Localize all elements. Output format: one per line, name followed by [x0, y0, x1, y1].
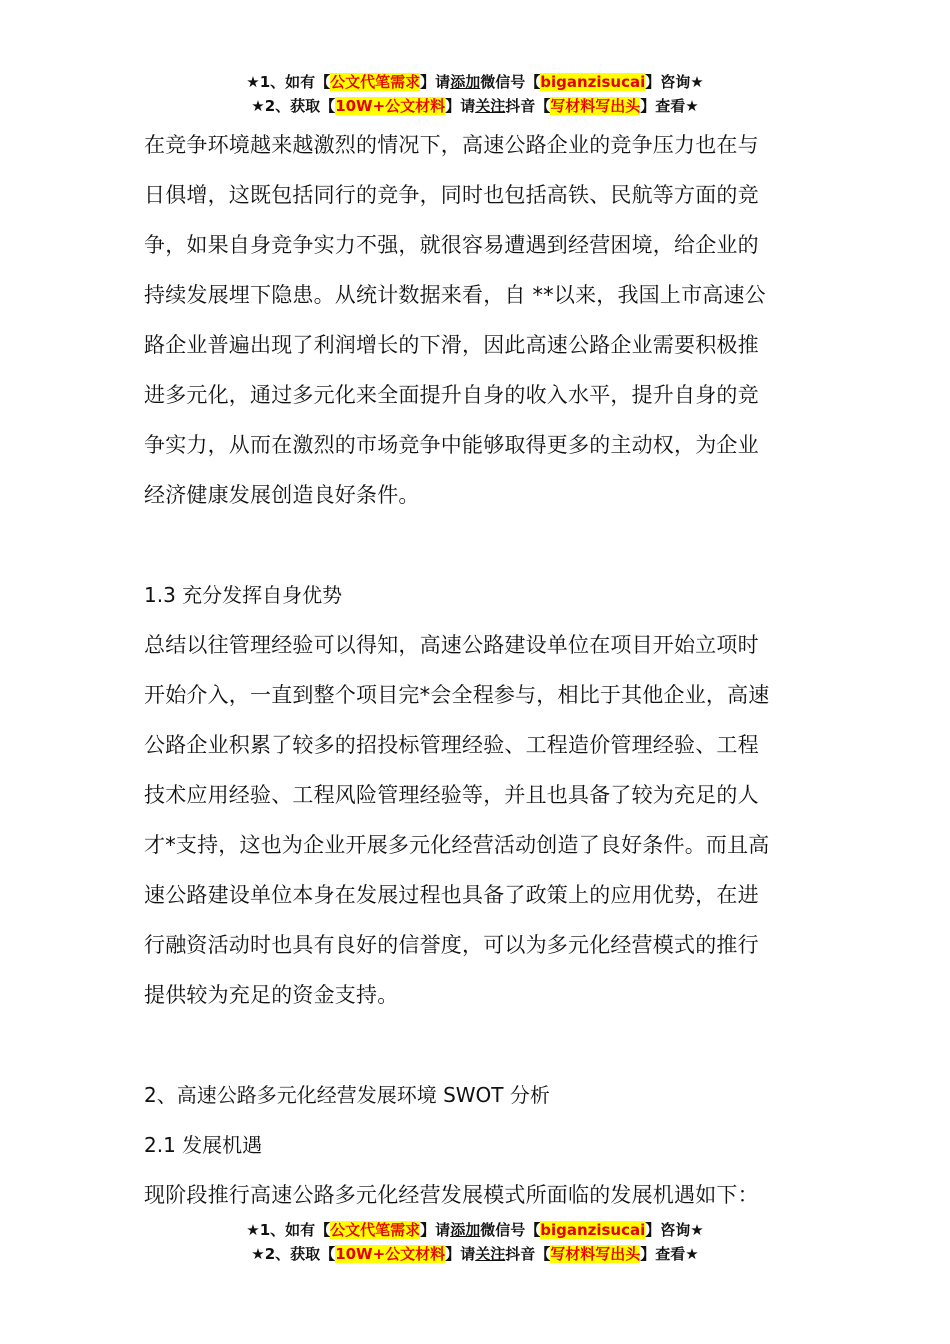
banner-text: 1、如有【	[259, 73, 331, 91]
underlined-text: 关注	[475, 97, 506, 115]
text-line: 才*支持，这也为企业开展多元化经营活动创造了良好条件。而且高	[144, 833, 770, 857]
bottom-banner	[0, 1218, 950, 1266]
banner-text: 】咨询★	[645, 1221, 704, 1239]
spacer	[144, 520, 809, 570]
wechat-id-highlight: biganzisucai	[540, 1221, 646, 1239]
text-line: 速公路建设单位本身在发展过程也具备了政策上的应用优势，在进	[144, 883, 759, 907]
banner-text: 】请	[445, 1245, 476, 1263]
banner-line-1	[0, 1218, 950, 1242]
douyin-id-highlight: 写材料写出头	[550, 97, 641, 115]
star-icon: ★	[246, 1221, 260, 1239]
star-icon: ★	[251, 97, 265, 115]
text-line: 总结以往管理经验可以得知，高速公路建设单位在项目开始立项时	[144, 633, 759, 657]
section-heading-2: 2、高速公路多元化经营发展环境 SWOT 分析	[144, 1083, 550, 1107]
banner-text: 】查看★	[640, 1245, 699, 1263]
text-line: 经济健康发展创造良好条件。	[144, 483, 420, 507]
banner-text: 】请	[445, 97, 476, 115]
banner-text: 】咨询★	[645, 73, 704, 91]
spacer	[144, 1020, 809, 1070]
star-icon: ★	[251, 1245, 265, 1263]
banner-text: 2、获取【	[264, 1245, 336, 1263]
banner-text: 】查看★	[640, 97, 699, 115]
text-line: 行融资活动时也具有良好的信誉度，可以为多元化经营模式的推行	[144, 933, 759, 957]
highlight-text: 10W+公文材料	[335, 1245, 446, 1263]
text-line: 技术应用经验、工程风险管理经验等，并且也具备了较为充足的人	[144, 783, 759, 807]
underlined-text: 添加	[450, 1221, 481, 1239]
text-line: 公路企业积累了较多的招投标管理经验、工程造价管理经验、工程	[144, 733, 759, 757]
section-heading-2-1: 2.1 发展机遇	[144, 1133, 263, 1157]
banner-text: 1、如有【	[259, 1221, 331, 1239]
section-heading-1-3: 1.3 充分发挥自身优势	[144, 583, 343, 607]
banner-text: 抖音【	[505, 1245, 551, 1263]
banner-line-2	[0, 94, 950, 118]
underlined-text: 添加	[450, 73, 481, 91]
banner-text: 微信号【	[480, 1221, 541, 1239]
text-line: 日俱增，这既包括同行的竞争，同时也包括高铁、民航等方面的竞	[144, 183, 759, 207]
wechat-id-highlight: biganzisucai	[540, 73, 646, 91]
text-line: 争实力，从而在激烈的市场竞争中能够取得更多的主动权，为企业	[144, 433, 759, 457]
text-line: 进多元化，通过多元化来全面提升自身的收入水平，提升自身的竞	[144, 383, 759, 407]
text-line: 在竞争环境越来越激烈的情况下，高速公路企业的竞争压力也在与	[144, 133, 759, 157]
paragraph-1	[144, 120, 809, 520]
banner-line-1	[0, 70, 950, 94]
banner-text: 】请	[420, 1221, 451, 1239]
paragraph-3: 现阶段推行高速公路多元化经营发展模式所面临的发展机遇如下：	[144, 1183, 759, 1207]
underlined-text: 关注	[475, 1245, 506, 1263]
banner-text: 抖音【	[505, 97, 551, 115]
text-line: 提供较为充足的资金支持。	[144, 983, 399, 1007]
document-body	[144, 120, 809, 1220]
highlight-text: 公文代笔需求	[330, 73, 421, 91]
text-line: 开始介入，一直到整个项目完*会全程参与，相比于其他企业，高速	[144, 683, 770, 707]
douyin-id-highlight: 写材料写出头	[550, 1245, 641, 1263]
highlight-text: 10W+公文材料	[335, 97, 446, 115]
text-line: 争，如果自身竞争实力不强，就很容易遭遇到经营困境，给企业的	[144, 233, 759, 257]
banner-line-2	[0, 1242, 950, 1266]
star-icon: ★	[246, 73, 260, 91]
text-line: 路企业普遍出现了利润增长的下滑，因此高速公路企业需要积极推	[144, 333, 759, 357]
banner-text: 2、获取【	[264, 97, 336, 115]
paragraph-2	[144, 620, 809, 1020]
text-line: 持续发展埋下隐患。从统计数据来看，自 **以来，我国上市高速公	[144, 283, 766, 307]
top-banner	[0, 70, 950, 118]
highlight-text: 公文代笔需求	[330, 1221, 421, 1239]
banner-text: 微信号【	[480, 73, 541, 91]
banner-text: 】请	[420, 73, 451, 91]
